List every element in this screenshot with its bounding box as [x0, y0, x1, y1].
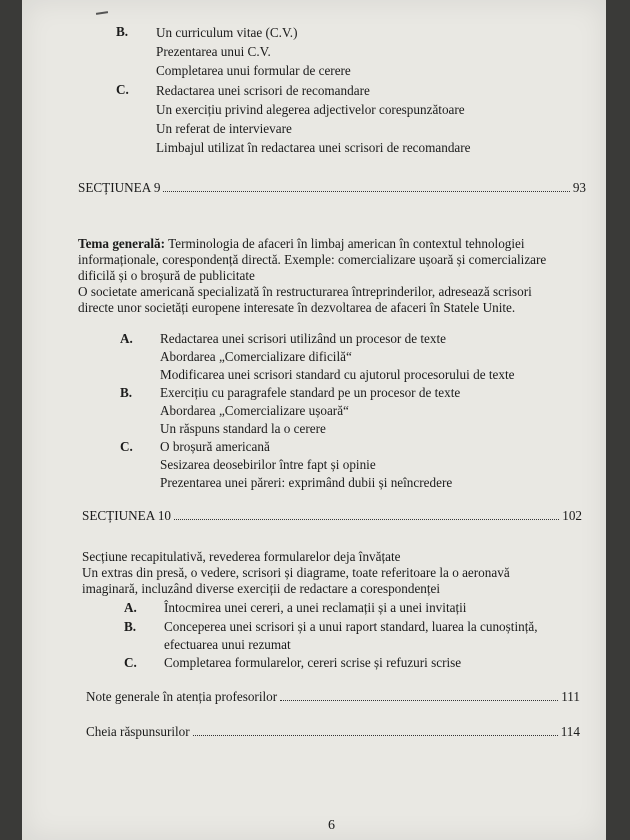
answers-page: 114	[560, 724, 580, 739]
s9-a-item-1: Redactarea unei scrisori utilizând un procesor de texte	[160, 331, 446, 346]
toc-leader-dots	[163, 181, 569, 192]
intro-line-1: Secțiune recapitulativă, revederea formularelor deja învățate	[82, 549, 401, 564]
toc-notes[interactable]	[86, 689, 580, 705]
theme-line-1: Terminologia de afaceri în limbaj american în contextul tehnologiei	[165, 236, 525, 251]
intro-line-2: Un extras din presă, o vedere, scrisori și diagrame, toate referitoare la o aeronavă	[82, 565, 510, 580]
s9-c-item-1: O broșură americană	[160, 439, 270, 454]
section-9-page: 93	[572, 180, 586, 195]
document-page	[22, 0, 606, 840]
s10-a-item-1: Întocmirea unei cereri, a unei reclamații și a unei invitații	[164, 600, 467, 615]
s9-c-item-3: Prezentarea unei păreri: exprimând dubii și neîncredere	[160, 475, 453, 490]
top-b-letter: B.	[116, 24, 129, 39]
toc-section-9[interactable]	[78, 180, 586, 196]
pen-mark	[96, 11, 108, 15]
s10-b-item-2: efectuarea unui rezumat	[164, 637, 291, 652]
top-b-item-3: Completarea unui formular de cerere	[156, 63, 351, 78]
top-c-item-3: Un referat de intervievare	[156, 121, 292, 136]
toc-answers[interactable]	[86, 724, 580, 740]
top-c-item-2: Un exercițiu privind alegerea adjectivelor corespunzătoare	[156, 102, 465, 117]
s10-a-letter: A.	[124, 600, 137, 615]
s9-c-item-2: Sesizarea deosebirilor între fapt și opinie	[160, 457, 376, 472]
s10-b-letter: B.	[124, 619, 137, 634]
s10-b-item-1: Conceperea unei scrisori și a unui raport standard, luarea la cunoștință,	[164, 619, 538, 634]
toc-leader-dots	[174, 509, 559, 520]
notes-page: 111	[561, 689, 580, 704]
section-10-intro	[82, 549, 582, 597]
desc-line-2: directe unor societăți europene interesate în dezvoltarea de afaceri în Statele Unite.	[78, 300, 516, 315]
s10-c-item-1: Completarea formularelor, cereri scrise și refuzuri scrise	[164, 655, 462, 670]
s9-a-letter: A.	[120, 331, 133, 346]
s9-b-item-2: Abordarea „Comercializare ușoară“	[160, 403, 349, 418]
page-number: 6	[328, 818, 335, 833]
toc-leader-dots	[193, 725, 558, 736]
notes-title: Note generale în atenția profesorilor	[86, 689, 278, 704]
top-b-item-2: Prezentarea unui C.V.	[156, 44, 271, 59]
desc-line-1: O societate americană specializată în restructurarea întreprinderilor, adresează scrisori	[78, 284, 532, 299]
s9-b-item-3: Un răspuns standard la o cerere	[160, 421, 326, 436]
section-9-theme	[78, 236, 586, 316]
section-10-title: SECȚIUNEA 10	[82, 508, 172, 523]
top-c-item-4: Limbajul utilizat în redactarea unei scrisori de recomandare	[156, 140, 471, 155]
top-c-letter: C.	[116, 82, 129, 97]
section-9-title: SECȚIUNEA 9	[78, 180, 161, 195]
section-10-page: 102	[562, 508, 582, 523]
s9-a-item-3: Modificarea unei scrisori standard cu ajutorul procesorului de texte	[160, 367, 515, 382]
intro-line-3: imaginară, incluzând diverse exerciții de redactare a corespondenței	[82, 581, 441, 596]
theme-line-3: dificilă și o broșură de publicitate	[78, 268, 255, 283]
s10-c-letter: C.	[124, 655, 137, 670]
s9-b-item-1: Exercițiu cu paragrafele standard pe un procesor de texte	[160, 385, 461, 400]
toc-section-10[interactable]	[82, 508, 582, 524]
top-b-item-1: Un curriculum vitae (C.V.)	[156, 25, 298, 40]
theme-line-2: informaționale, corespondență directă. Exemple: comercializare ușoară și comercializare	[78, 252, 547, 267]
toc-leader-dots	[280, 690, 558, 701]
s9-c-letter: C.	[120, 439, 133, 454]
theme-label: Tema generală:	[78, 236, 166, 251]
s9-b-letter: B.	[120, 385, 133, 400]
s9-a-item-2: Abordarea „Comercializare dificilă“	[160, 349, 352, 364]
answers-title: Cheia răspunsurilor	[86, 724, 190, 739]
top-c-item-1: Redactarea unei scrisori de recomandare	[156, 83, 370, 98]
